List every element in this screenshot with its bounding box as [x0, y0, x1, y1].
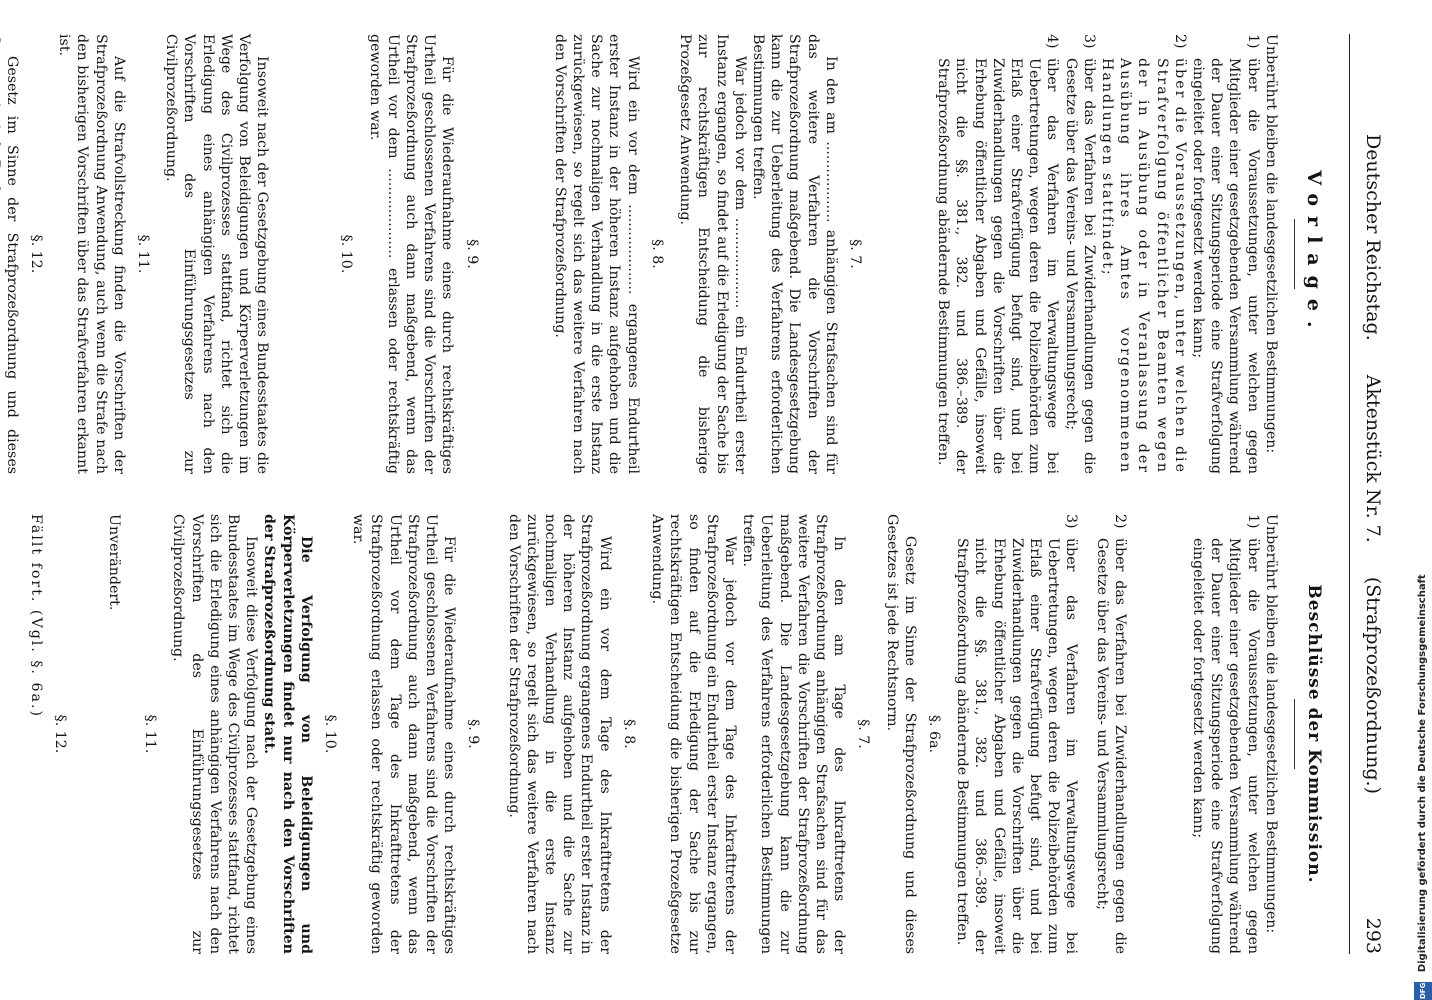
title-rule: [1294, 219, 1295, 289]
page-number: 293: [1362, 917, 1384, 954]
two-column-body: [3, 34, 1327, 954]
section-heading: §. 7.: [846, 239, 863, 269]
item-text: über die Voraussetzungen, unter welchen gegen Mitglieder einer gesetzgebenden Versammlung während der Dauer einer Sitzungsperiode eine Strafverfolgung eingeleitet oder fortgesetzt werden kann;: [1189, 538, 1261, 954]
item-number: 3): [1080, 34, 1097, 49]
kommission-intro: Unberührt bleiben die landesgesetzlichen Bestimmungen:: [1262, 514, 1279, 934]
item-number: 1): [1244, 34, 1261, 49]
section-heading: §. 10.: [322, 714, 339, 754]
section-heading: §. 9.: [465, 719, 482, 749]
item-number: 2): [1171, 34, 1188, 49]
kommission-item: [953, 514, 1080, 954]
kommission-item: [1189, 514, 1262, 954]
item-number: 4): [1044, 34, 1061, 49]
dfg-logo: DFG: [1414, 982, 1432, 1000]
section-heading: §. 11.: [135, 234, 152, 274]
section-heading: §. 10.: [338, 234, 355, 274]
digitization-credit-text: Digitalisierung gefördert durch die Deutsche Forschungsgemeinschaft: [1417, 574, 1428, 973]
running-head-subject: (Strafprozeßordnung.): [1362, 576, 1384, 794]
section-paragraph: Insoweit nach der Gesetzgebung eines Bundesstaates die Verfolgung von Beleidigungen und Körperverletzungen im Wege des Civilprozesses stattfand, richtet sich die Erledigung eines anhängigen Verfahrens nach den Vorschriften des Einführungsgesetzes zur Civilprozeßordnung.: [163, 34, 271, 474]
section-paragraph: War jedoch vor dem .................... ein Endurtheil erster Instanz ergangen, so findet auf die Erledigung der Sache bis zur rechtskräftigen Entscheidung die bisherige Prozeßgesetz Anwendung.: [677, 34, 748, 474]
vorlage-item: [934, 34, 1061, 474]
section-heading: §. 12.: [28, 234, 45, 274]
item-text: über das Verfahren im Verwaltungswege bei Uebertretungen, wegen deren die Polizeibehörden zum Erlaß einer Strafverfügung befugt sind, und bei Zuwiderhandlungen gegen die Vorschriften über die Erhebung öffentlicher Abgaben und Gefälle, insoweit nicht die §§. 381., 382. und 386.–389. der Strafprozeßordnung abändernde Bestimmungen treffen.: [935, 58, 1061, 474]
digitization-credit: [1413, 0, 1432, 1000]
section-heading: §. 8.: [648, 239, 665, 269]
vorlage-intro: Unberührt bleiben die landesgesetzlichen Bestimmungen:: [1262, 34, 1279, 454]
vorlage-title: Vorlage.: [1303, 170, 1325, 338]
running-head-reichstag: Deutscher Reichstag.: [1362, 133, 1384, 341]
item-text: über das Verfahren bei Zuwiderhandlungen gegen die Gesetze über das Vereins- und Versammlungsrecht;: [1093, 538, 1128, 954]
section-paragraph: Gesetz im Sinne der Strafprozeßordnung und dieses: [3, 56, 20, 474]
kommission-column: [17, 514, 1327, 954]
section-paragraph: Wird ein vor dem Tage des Inkrafttretens der Strafprozeßordnung ergangenes Endurtheil erster Instanz in der höheren Instanz aufgehoben und die Sache zur nochmaligen Verhandlung in die erste Instanz zurückgewiesen, so regelt sich das weitere Verfahren nach den Vorschriften der Strafprozeßordnung.: [505, 514, 613, 954]
section-paragraph: In den am Tage des Inkrafttretens der Strafprozeßordnung anhängigen Strafsachen sind für das weitere Verfahren die Vorschriften der Strafprozeßordnung maßgebend. Die Landesgesetzgebung kann die zur Ueberleitung des Verfahrens erforderlichen Bestimmungen treffen.: [740, 514, 848, 954]
section-heading: §. 8.: [620, 719, 637, 749]
vorlage-item: [1098, 34, 1189, 474]
kommission-title: Beschlüsse der Kommission.: [1304, 584, 1324, 884]
vorlage-item: [1061, 34, 1097, 474]
section-paragraph: Für die Wiederaufnahme eines durch rechtskräftiges Urtheil geschlossenen Verfahrens sind die Vorschriften der Strafprozeßordnung auch dann maßgebend, wenn das Urtheil vor dem .................... erlassen oder rechtskräftig geworden war.: [366, 34, 456, 474]
section-paragraph: Gesetz im Sinne der Strafprozeßordnung und dieses Gesetzes ist jede Rechtsnorm.: [883, 514, 918, 954]
section-heading: §. 9.: [463, 239, 480, 269]
header-rule: [1349, 34, 1350, 954]
item-text: über das Verfahren im Verwaltungswege bei Uebertretungen, wegen deren die Polizeibehörden zum Erlaß einer Strafverfügung befugt sind, und bei Zuwiderhandlungen gegen die Vorschriften über die Erhebung öffentlicher Abgaben und Gefälle, insoweit nicht die §§. 381., 382. und 386.–389. der Strafprozeßordnung abändernde Bestimmungen treffen.: [954, 538, 1080, 954]
item-text: über die Voraussetzungen, unter welchen gegen Mitglieder einer gesetzgebenden Versammlung während der Dauer einer Sitzungsperiode eine Strafverfolgung eingeleitet oder fortgesetzt werden kann;: [1189, 58, 1261, 474]
section-paragraph: Auf die Strafvollstreckung finden die Vorschriften der Strafprozeßordnung Anwendung, auch wenn die Strafe nach den bisherigen Vorschriften über das Strafverfahren erkannt ist.: [56, 34, 127, 474]
section-paragraph: War jedoch vor dem Tage des Inkrafttretens der Strafprozeßordnung ein Endurtheil erster Instanz ergangen, so finden auf die Erledigung der Sache bis zur rechtskräftigen Entscheidung die bisherigen Prozeßgesetze Anwendung.: [649, 514, 738, 954]
kommission-item: [1092, 514, 1128, 954]
vorlage-column: [3, 34, 1327, 474]
section-paragraph: Für die Wiederaufnahme eines durch rechtskräftiges Urtheil geschlossenen Verfahrens sind die Vorschriften der Strafprozeßordnung auch dann maßgebend, wenn das Urtheil vor dem Tage des Inkrafttretens der Strafprozeßordnung erlassen oder rechtskräftig geworden war.: [350, 514, 458, 954]
vorlage-item: [1189, 34, 1262, 474]
item-number: 2): [1111, 514, 1128, 529]
item-text: über das Verfahren bei Zuwiderhandlungen gegen die Gesetze über das Vereins- und Versammlungsrecht;: [1062, 58, 1097, 474]
section-heading: §. 6a.: [925, 714, 942, 754]
section-paragraph: Wird ein vor dem .................... ergangenes Endurtheil erster Instanz in der höheren Instanz aufgehoben und die Sache zur nochmaligen Verhandlung in die erste Instanz zurückgewiesen, so regelt sich das weitere Verfahren nach den Vorschriften der Strafprozeßordnung.: [551, 34, 641, 474]
title-rule: [1294, 699, 1295, 769]
section-paragraph: Insoweit diese Verfolgung nach der Gesetzgebung eines Bundesstaates im Wege des Civilprozesses stattfand, richtet sich die Erledigung eines anhängigen Verfahrens nach den Vorschriften des Einführungsgesetzes zur Civilprozeßordnung.: [170, 514, 260, 954]
section-paragraph: Die Verfolgung von Beleidigungen und Körperverletzungen findet nur nach den Vorschriften der Strafprozeßordnung statt.: [261, 514, 314, 954]
section-heading: §. 7.: [855, 719, 872, 749]
item-text: über die Voraussetzungen, unter welchen die Strafverfolgung öffentlicher Beamten wegen der in Ausübung oder in Veranlassung der Ausübung ihres Amtes vorgenommenen Handlungen stattfindet;: [1098, 58, 1188, 474]
section-heading: §. 11.: [142, 714, 159, 754]
section-paragraph: Unverändert.: [106, 514, 123, 611]
section-heading: §. 12.: [51, 714, 68, 754]
item-number: 1): [1244, 514, 1261, 529]
section-paragraph: In den am .................. anhängigen Strafsachen sind für das weitere Verfahren die Vorschriften der Strafprozeßordnung maßgebend. Die Landesgesetzgebung kann die zur Ueberleitung des Verfahrens erforderlichen Bestimmungen treffen.: [749, 34, 839, 474]
section-paragraph: Fällt fort. (Vgl. §. 6a.): [27, 514, 44, 718]
running-head-aktenstueck: Aktenstück Nr. 7.: [1362, 374, 1384, 543]
running-head: [1362, 34, 1384, 894]
page-header: [1350, 34, 1384, 954]
item-number: 3): [1063, 514, 1080, 529]
